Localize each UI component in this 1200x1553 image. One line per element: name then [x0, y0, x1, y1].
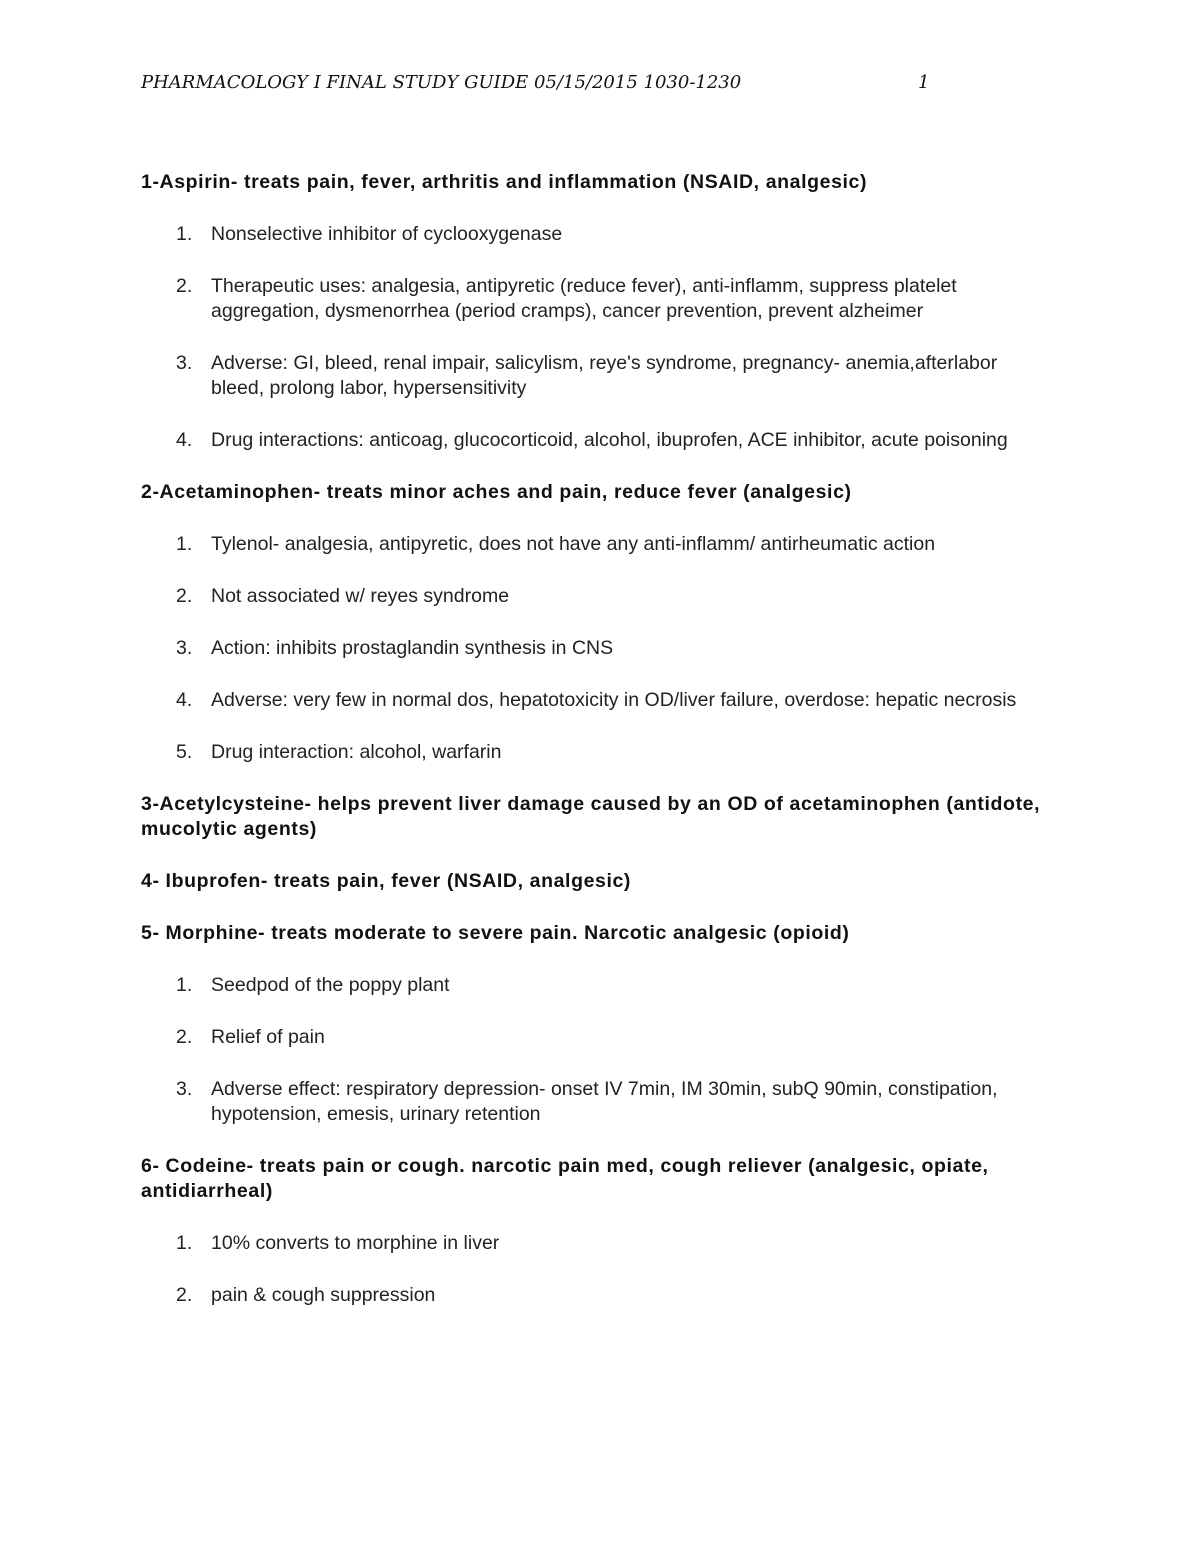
page-number: 1 [918, 72, 930, 93]
numbered-list [141, 222, 1051, 453]
list-item-text: Seedpod of the poppy plant [211, 974, 450, 996]
list-item-number: 3. [176, 1078, 193, 1100]
section-heading: 5- Morphine- treats moderate to severe pain. Narcotic analgesic (opioid) [141, 922, 850, 944]
list-item-number: 1. [176, 1232, 193, 1254]
list-item-text: pain & cough suppression [211, 1284, 436, 1306]
document-title: PHARMACOLOGY I FINAL STUDY GUIDE 05/15/2015 1030-1230 [141, 72, 742, 93]
list-item [141, 1077, 1051, 1127]
section-heading: 3-Acetylcysteine- helps prevent liver damage caused by an OD of acetaminophen (antidote, mucolytic agents) [141, 793, 1041, 840]
list-item-number: 2. [176, 275, 193, 297]
list-item-text: Not associated w/ reyes syndrome [211, 585, 510, 607]
list-item-number: 3. [176, 352, 193, 374]
list-item-number: 1. [176, 223, 193, 245]
list-item [141, 636, 1051, 661]
list-item-number: 5. [176, 741, 193, 763]
list-item-text: Relief of pain [211, 1026, 325, 1048]
list-item-number: 1. [176, 533, 193, 555]
list-item-number: 3. [176, 637, 193, 659]
list-item [141, 688, 1051, 713]
section-heading: 2-Acetaminophen- treats minor aches and pain, reduce fever (analgesic) [141, 481, 852, 503]
list-item-text: Drug interactions: anticoag, glucocorticoid, alcohol, ibuprofen, ACE inhibitor, acute poisoning [211, 429, 1008, 451]
list-item-text: Drug interaction: alcohol, warfarin [211, 741, 502, 763]
page-header [141, 72, 941, 102]
list-item [141, 1025, 1051, 1050]
numbered-list [141, 973, 1051, 1127]
list-item [141, 1283, 1051, 1308]
list-item [141, 584, 1051, 609]
list-item-text: Therapeutic uses: analgesia, antipyretic (reduce fever), anti-inflamm, suppress platelet aggregation, dysmenorrhea (period cramps), cancer prevention, prevent alzheimer [211, 275, 957, 322]
list-item [141, 351, 1051, 401]
list-item [141, 973, 1051, 998]
list-item-number: 4. [176, 689, 193, 711]
list-item [141, 274, 1051, 324]
list-item-number: 4. [176, 429, 193, 451]
numbered-list [141, 1231, 1051, 1308]
list-item [141, 428, 1051, 453]
list-item-number: 2. [176, 1284, 193, 1306]
list-item-number: 2. [176, 585, 193, 607]
list-item-number: 2. [176, 1026, 193, 1048]
list-item-number: 1. [176, 974, 193, 996]
document-body [141, 170, 1051, 1335]
list-item-text: Adverse effect: respiratory depression- onset IV 7min, IM 30min, subQ 90min, constipation, hypotension, emesis, urinary retention [211, 1078, 998, 1125]
list-item-text: Action: inhibits prostaglandin synthesis in CNS [211, 637, 614, 659]
list-item [141, 222, 1051, 247]
list-item-text: Adverse: GI, bleed, renal impair, salicylism, reye's syndrome, pregnancy- anemia,afterlabor bleed, prolong labor, hypersensitivity [211, 352, 998, 399]
section-heading: 4- Ibuprofen- treats pain, fever (NSAID, analgesic) [141, 870, 632, 892]
list-item-text: 10% converts to morphine in liver [211, 1232, 500, 1254]
section-heading: 6- Codeine- treats pain or cough. narcotic pain med, cough reliever (analgesic, opiate, antidiarrheal) [141, 1155, 989, 1202]
list-item [141, 1231, 1051, 1256]
list-item-text: Tylenol- analgesia, antipyretic, does not have any anti-inflamm/ antirheumatic action [211, 533, 936, 555]
list-item [141, 532, 1051, 557]
list-item-text: Nonselective inhibitor of cyclooxygenase [211, 223, 563, 245]
list-item-text: Adverse: very few in normal dos, hepatotoxicity in OD/liver failure, overdose: hepatic necrosis [211, 689, 1017, 711]
numbered-list [141, 532, 1051, 765]
section-heading: 1-Aspirin- treats pain, fever, arthritis and inflammation (NSAID, analgesic) [141, 171, 868, 193]
list-item [141, 740, 1051, 765]
